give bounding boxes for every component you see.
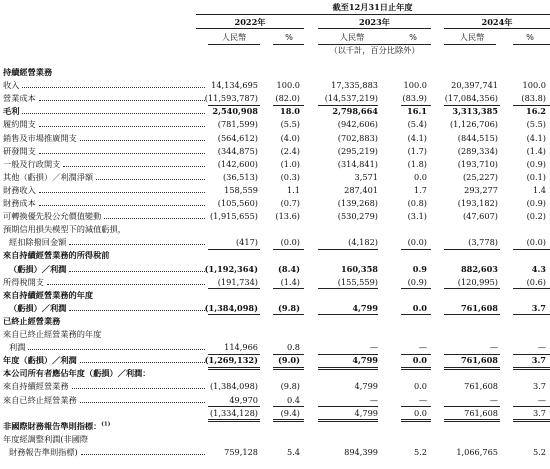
subtotal-rule [401, 288, 431, 289]
row-label-text: 來自已終止經營業務 [3, 394, 77, 405]
total-double-rule [273, 369, 304, 370]
row-label-text: 已終止經營業務 [3, 315, 61, 326]
dot-leader [47, 284, 205, 285]
row-value-col5: (844,515) [457, 132, 498, 143]
row-label [3, 120, 36, 128]
dot-leader [80, 362, 205, 363]
year-rule-2024 [444, 28, 550, 29]
row-value-col6: (4.1) [526, 132, 546, 143]
subtotal-rule [444, 314, 500, 315]
row-label-text: 財務報告準則指標) [9, 446, 78, 457]
row-value-col4: (0.0) [407, 237, 427, 248]
subhead-rule-d [444, 44, 496, 45]
row-value-col3: (702,883) [337, 132, 378, 143]
total-double-rule [444, 421, 500, 422]
row-value-col1: 158,559 [224, 184, 258, 195]
subtotal-rule [208, 249, 260, 250]
row-value-col1: (781,599) [217, 119, 258, 130]
row-label [9, 304, 66, 312]
dot-leader [22, 113, 205, 114]
subtotal-rule [318, 288, 378, 289]
row-value-col3: 4,799 [352, 302, 378, 313]
row-label [3, 68, 52, 76]
subtotal-rule [513, 406, 550, 407]
dot-leader [39, 153, 205, 154]
row-label [3, 212, 101, 220]
row-value-col5: 761,608 [464, 381, 498, 392]
row-value-col2: (9.8) [278, 302, 300, 313]
row-value-col4: 16.1 [407, 106, 427, 117]
row-value-col6: (83.8) [521, 93, 546, 104]
row-value-col5: (47,607) [462, 211, 498, 222]
row-label-text: 來自持續經營業務的年度 [3, 289, 94, 300]
row-value-col5: 20,397,741 [451, 80, 498, 91]
row-value-col2: 18.0 [280, 106, 300, 117]
row-value-col5: 761,608 [460, 355, 498, 366]
row-value-col6: 3.7 [531, 302, 546, 313]
period-header: 截至12月31日止年度 [332, 2, 413, 12]
dot-leader [39, 192, 205, 193]
subhead-rule-a [208, 44, 260, 45]
row-label [3, 330, 101, 338]
row-value-col6: 3.7 [531, 355, 546, 366]
row-value-col5: (193,710) [457, 158, 498, 169]
row-value-col6: 16.2 [526, 106, 546, 117]
dot-leader [22, 87, 205, 88]
total-double-rule [208, 369, 260, 370]
row-label [3, 251, 109, 259]
total-double-rule [401, 421, 431, 422]
row-value-col6: (5.5) [526, 119, 546, 130]
dot-leader [39, 100, 205, 101]
row-value-col4: (83.9) [402, 93, 427, 104]
row-label-text: 來自持續經營業務 [3, 381, 69, 392]
row-value-col5: 761,608 [460, 302, 498, 313]
row-label [3, 81, 19, 89]
row-label-text: 經扣除撥回金額 [9, 237, 67, 248]
subtotal-rule [444, 419, 500, 420]
dot-leader [63, 166, 205, 167]
row-value-col4: — [418, 394, 427, 405]
row-value-col5: (193,182) [457, 198, 498, 208]
row-label-text: 可轉換優先股公允價值變動 [3, 211, 102, 222]
row-value-col3: (295,219) [337, 145, 378, 156]
row-value-col5: (120,995) [457, 276, 498, 287]
row-value-col2: (4.0) [280, 132, 300, 143]
row-value-col2: 0.4 [286, 394, 300, 405]
row-value-col4: (1.7) [407, 145, 427, 156]
row-value-col3: 160,358 [340, 263, 378, 274]
row-value-col2: 100.0 [276, 80, 300, 91]
row-value-col2: 1.1 [286, 184, 300, 195]
row-value-col3: 4,799 [354, 381, 378, 392]
dot-leader [39, 126, 205, 127]
row-label [3, 422, 110, 430]
subtotal-rule [401, 419, 431, 420]
row-value-col4: 0.0 [412, 302, 427, 313]
currency-header-2023: 人民幣 [339, 32, 365, 42]
row-label [3, 134, 77, 142]
row-value-col4: (0.8) [407, 198, 427, 208]
row-label [3, 199, 36, 207]
row-value-col6: — [537, 394, 546, 405]
row-value-col3: (314,841) [337, 158, 378, 169]
row-value-col6: 4.3 [531, 263, 546, 274]
row-label-text: 研發開支 [3, 145, 36, 156]
footnote-marker: (1) [101, 420, 111, 427]
row-label [9, 238, 66, 246]
row-label-text: 毛利 [3, 106, 20, 117]
row-label-text: 履約開支 [3, 119, 36, 130]
row-value-col5: 1,066,765 [456, 446, 498, 457]
row-value-col3: (942,606) [337, 119, 378, 130]
row-label [3, 225, 126, 233]
row-value-col3: 287,401 [344, 184, 378, 195]
row-value-col2: (9.8) [280, 381, 300, 392]
subtotal-rule [401, 314, 431, 315]
total-double-rule [444, 369, 500, 370]
row-value-col3: (530,279) [337, 211, 378, 222]
row-label [3, 435, 88, 443]
row-value-col2: 5.4 [286, 446, 300, 457]
dot-leader [80, 402, 205, 403]
row-value-col5: 882,603 [460, 263, 498, 274]
row-value-col5: 761,608 [464, 407, 498, 418]
row-value-col2: (5.5) [280, 119, 300, 130]
subtotal-rule [273, 406, 304, 407]
subtotal-rule [208, 367, 260, 368]
row-value-col4: 0.0 [412, 355, 427, 366]
subtotal-rule [401, 367, 431, 368]
row-value-col2: (0.0) [280, 237, 300, 248]
row-label-text: 營業成本 [3, 93, 36, 104]
subtotal-rule [401, 406, 431, 407]
dot-leader [28, 349, 205, 350]
subhead-rule-e [513, 44, 550, 45]
row-label-text: 所得稅開支 [3, 276, 44, 287]
row-label-text: （虧損）／利潤 [9, 302, 67, 313]
row-value-col3: 3,571 [354, 171, 378, 182]
subtotal-rule [318, 406, 378, 407]
row-value-col6: (1.4) [526, 145, 546, 156]
row-value-col2: (9.0) [278, 355, 300, 366]
row-value-col2: (1.0) [280, 158, 300, 169]
row-value-col2: (0.7) [280, 198, 300, 208]
row-label-text: 收入 [3, 80, 20, 91]
row-value-col3: (4,182) [348, 237, 378, 248]
row-value-col1: 759,128 [224, 446, 258, 457]
row-value-col6: (0.1) [526, 171, 546, 182]
row-value-col5: — [489, 394, 498, 405]
row-value-col3: 4,799 [352, 355, 378, 366]
row-label-text: 持續經營業務 [3, 67, 53, 77]
dot-leader [72, 388, 205, 389]
row-value-col4: 0.0 [413, 381, 427, 392]
row-value-col3: (139,268) [337, 198, 378, 208]
subtotal-rule [208, 419, 260, 420]
row-value-col4: — [418, 342, 427, 353]
row-value-col6: 100.0 [522, 80, 546, 91]
row-label-text: 銷售及市場推廣開支 [3, 132, 77, 143]
row-label [3, 278, 44, 286]
year-rule-2023 [318, 28, 431, 29]
subtotal-rule [318, 314, 378, 315]
row-value-col2: (9.4) [280, 407, 300, 418]
row-value-col6: (0.9) [526, 158, 546, 169]
row-label [3, 382, 69, 390]
row-value-col1: (1,915,655) [209, 211, 258, 222]
year-header-2024: 2024年 [481, 17, 513, 27]
subtotal-rule [318, 249, 378, 250]
row-value-col6: (0.6) [526, 276, 546, 287]
dot-leader [69, 244, 205, 245]
row-value-col5: (289,334) [457, 145, 498, 156]
row-label [3, 396, 77, 404]
dot-leader [81, 454, 205, 455]
row-value-col1: (191,734) [217, 276, 258, 287]
row-value-col3: — [369, 342, 378, 353]
row-value-col6: (0.2) [526, 211, 546, 222]
row-value-col5: (1,126,706) [449, 119, 498, 130]
row-value-col4: 0.0 [413, 407, 427, 418]
row-label-text: 預期信用損失模型下的減值虧損， [3, 224, 126, 235]
row-value-col4: (1.8) [407, 158, 427, 169]
row-value-col3: 17,335,883 [331, 80, 378, 91]
row-value-col2: (2.4) [280, 145, 300, 156]
pct-header-2023: % [409, 32, 417, 42]
subtotal-rule [208, 406, 260, 407]
year-header-2022: 2022年 [234, 17, 266, 27]
row-label [9, 343, 25, 351]
row-value-col5: (17,084,356) [444, 93, 498, 104]
row-value-col3: 894,399 [344, 446, 378, 457]
row-value-col1: (1,384,098) [204, 302, 258, 313]
row-label [3, 291, 93, 299]
row-label [3, 173, 93, 181]
row-value-col3: (14,537,219) [324, 93, 378, 104]
dot-leader [69, 310, 205, 311]
subtotal-rule [318, 419, 378, 420]
subtotal-rule [273, 419, 304, 420]
subtotal-rule [513, 249, 550, 250]
row-label-text: 其他（虧損）／利潤淨額 [3, 171, 94, 182]
dot-leader [80, 140, 205, 141]
row-value-col3: — [369, 394, 378, 405]
row-value-col3: 4,799 [354, 407, 378, 418]
subtotal-rule [318, 367, 378, 368]
row-value-col4: 0.0 [413, 171, 427, 182]
units-note: （以千計，百分比除外） [329, 45, 420, 55]
row-value-col5: (3,778) [468, 237, 498, 248]
subhead-rule-b [273, 44, 304, 45]
subtotal-rule [444, 367, 500, 368]
row-label [3, 356, 77, 364]
currency-header-2022: 人民幣 [221, 32, 247, 42]
row-value-col2: (1.4) [280, 276, 300, 287]
row-label-text: 年度（虧損）／利潤 [3, 355, 77, 366]
total-double-rule [318, 421, 378, 422]
period-rule [196, 14, 550, 15]
row-value-col4: (5.4) [407, 119, 427, 130]
row-value-col6: 5.2 [532, 446, 546, 457]
row-value-col1: (142,600) [217, 158, 258, 169]
row-label-text: 財務收入 [3, 184, 36, 195]
row-value-col4: (4.1) [407, 132, 427, 143]
row-value-col1: 2,540,908 [212, 106, 258, 117]
subtotal-rule [401, 249, 431, 250]
row-value-col1: 49,970 [229, 394, 258, 405]
year-rule-2022 [196, 28, 304, 29]
row-value-col4: 1.7 [413, 184, 427, 195]
subtotal-rule [273, 288, 304, 289]
subtotal-rule [444, 288, 500, 289]
row-value-col1: (564,612) [217, 132, 258, 143]
row-value-col4: (0.9) [407, 276, 427, 287]
row-value-col4: 5.2 [413, 446, 427, 457]
row-label-text: 財務成本 [3, 198, 36, 208]
row-value-col1: 114,966 [224, 342, 258, 353]
row-value-col4: 100.0 [403, 80, 427, 91]
row-label-text: 本公司所有者應佔年度（虧損）／利潤： [3, 368, 151, 379]
subtotal-rule [273, 249, 304, 250]
year-header-2023: 2023年 [359, 17, 390, 27]
subtotal-rule [208, 314, 260, 315]
row-value-col5: 3,313,385 [452, 106, 498, 117]
row-label [3, 317, 60, 325]
row-label [3, 94, 36, 102]
dot-leader [69, 271, 205, 272]
row-value-col3: (155,559) [337, 276, 378, 287]
subtotal-rule [273, 367, 304, 368]
row-label [3, 369, 150, 377]
row-value-col6: 1.4 [532, 184, 546, 195]
total-double-rule [318, 369, 378, 370]
row-value-col1: (1,334,128) [209, 407, 258, 418]
row-label [9, 448, 78, 456]
row-value-col1: (417) [235, 237, 258, 248]
total-double-rule [401, 369, 431, 370]
row-value-col5: 293,277 [464, 184, 498, 195]
row-label-text: 來自持續經營業務的所得稅前 [3, 250, 110, 261]
row-value-col4: 0.9 [412, 263, 427, 274]
row-value-col6: 3.7 [532, 381, 546, 392]
row-value-col1: (1,192,364) [204, 263, 258, 274]
total-double-rule [208, 421, 260, 422]
row-value-col2: (0.3) [280, 171, 300, 182]
total-double-rule [513, 369, 550, 370]
row-value-col2: 0.8 [286, 342, 300, 353]
subtotal-rule [444, 249, 500, 250]
row-value-col1: (105,560) [217, 198, 258, 208]
row-value-col1: (344,875) [217, 145, 258, 156]
row-value-col1: (1,269,132) [204, 355, 258, 366]
row-label [3, 186, 36, 194]
row-value-col1: (36,513) [222, 171, 258, 182]
row-value-col5: — [489, 342, 498, 353]
row-label-text: 利潤 [9, 342, 26, 353]
subtotal-rule [273, 314, 304, 315]
row-value-col2: (8.4) [278, 263, 300, 274]
row-label [3, 107, 19, 115]
row-value-col1: (1,384,098) [209, 381, 258, 392]
currency-header-2024: 人民幣 [459, 32, 485, 42]
total-double-rule [273, 421, 304, 422]
row-label [9, 265, 66, 273]
pct-header-2022: % [285, 32, 293, 42]
pct-header-2024: % [526, 32, 534, 42]
total-double-rule [513, 421, 550, 422]
row-value-col5: (25,227) [462, 171, 498, 182]
subtotal-rule [513, 419, 550, 420]
dot-leader [39, 205, 205, 206]
subtotal-rule [513, 367, 550, 368]
subtotal-rule [208, 288, 260, 289]
row-value-col6: — [537, 342, 546, 353]
row-label [3, 160, 60, 168]
row-value-col6: (0.9) [526, 198, 546, 208]
subtotal-rule [513, 288, 550, 289]
row-value-col6: (0.0) [526, 237, 546, 248]
row-value-col1: (11,593,787) [204, 93, 258, 104]
row-label-text: （虧損）／利潤 [9, 263, 67, 274]
row-label-text: 年度經調整利潤(非國際 [3, 433, 89, 444]
row-label-text: 來自已終止經營業務的年度 [3, 329, 102, 339]
subtotal-rule [444, 406, 500, 407]
row-value-col3: 2,798,664 [332, 106, 378, 117]
subtotal-rule [513, 314, 550, 315]
row-value-col6: 3.7 [532, 407, 546, 418]
row-value-col4: (3.1) [407, 211, 427, 222]
row-label [3, 147, 36, 155]
row-value-col2: (13.6) [275, 211, 300, 222]
row-value-col2: (82.0) [275, 93, 300, 104]
row-label-text: 非國際財務報告準則指標： [3, 420, 102, 431]
row-label-text: 一般及行政開支 [3, 158, 61, 169]
row-value-col1: 14,134,695 [211, 80, 258, 91]
